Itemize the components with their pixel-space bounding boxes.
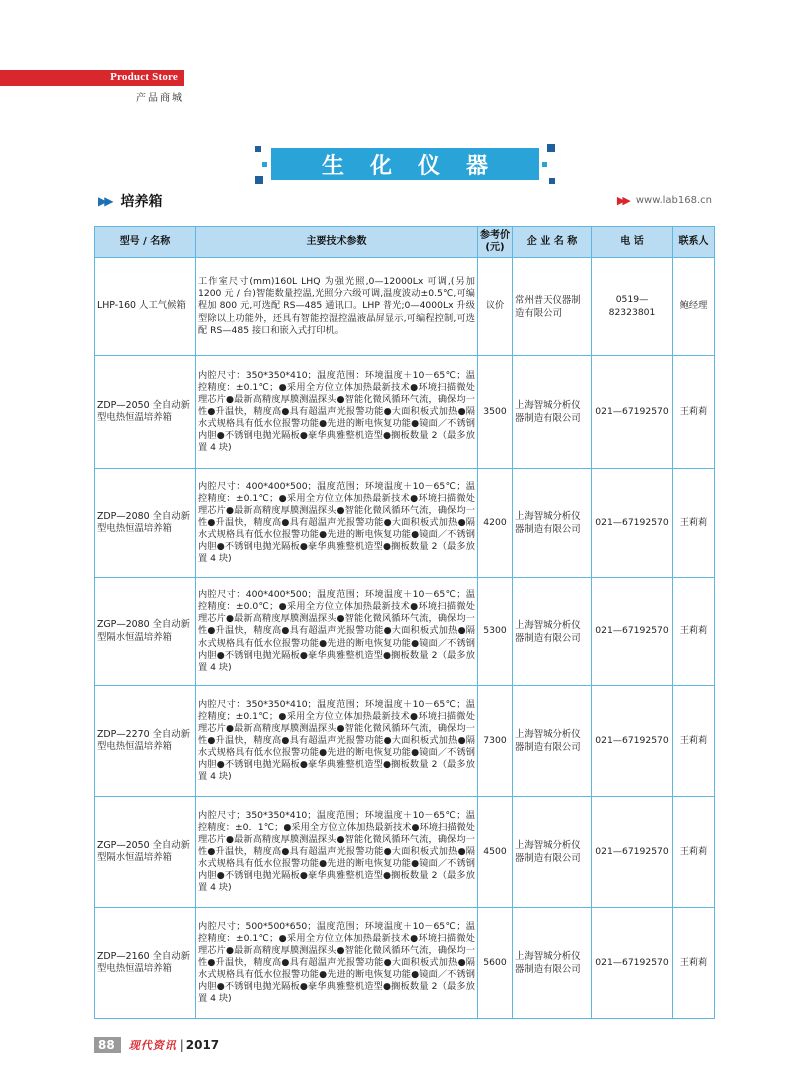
cell-company: 上海智城分析仪器制造有限公司	[513, 686, 592, 797]
cell-phone: 021—67192570	[592, 797, 673, 908]
cell-model: ZGP—2080 全自动新型隔水恒温培养箱	[95, 578, 196, 686]
cell-spec: 内腔尺寸：350*350*410；温度范围：环境温度＋10－65℃；温控精度：±0.1℃；●采用全方位立体加热最新技术●环境扫描微处理芯片●最新高精度厚膜测温探头●智能化微风循环气流，确保均一性●升温快，精度高●具有超温声光报警功能●大面积板式加热●隔水式规格具有低水位报警功能●先进的断电恢复功能●镜面／不锈钢内胆●不锈钢电抛光隔板●豪华典雅整机造型●搁板数量 2（最多放置 4 块)	[196, 356, 478, 469]
header-phone: 电 话	[592, 227, 673, 258]
cell-contact: 王莉莉	[673, 469, 715, 578]
cell-price: 5600	[478, 908, 513, 1019]
table-row	[95, 797, 715, 908]
cell-price: 3500	[478, 356, 513, 469]
cell-spec: 内腔尺寸：350*350*410；温度范围；环境温度＋10－65℃；温控精度；±0.1℃；●采用全方位立体加热最新技术●环境扫描微处理芯片●最新高精度厚膜测温探头●智能化微风循环气流，确保均一性●升温快，精度高●具有超温声光报警功能●大面积板式加热●隔水式规格具有低水位报警功能●先进的断电恢复功能●镜面／不锈钢内胆●不锈钢电抛光隔板●豪华典雅整机造型●搁板数量 2（最多放置 4 块)	[196, 686, 478, 797]
cell-contact: 鲍经理	[673, 258, 715, 356]
table-row	[95, 356, 715, 469]
cell-contact: 王莉莉	[673, 356, 715, 469]
store-label-cn: 产品商城	[136, 93, 184, 104]
table-row	[95, 469, 715, 578]
banner-bar	[271, 148, 539, 180]
cell-model: LHP-160 人工气候箱	[95, 258, 196, 356]
decor-square-icon	[547, 144, 555, 152]
product-table	[94, 226, 715, 1019]
cell-model: ZDP—2160 全自动新型电热恒温培养箱	[95, 908, 196, 1019]
page-footer	[94, 1037, 219, 1053]
footer-divider: |	[179, 1038, 184, 1052]
cell-company: 常州普天仪器制造有限公司	[513, 258, 592, 356]
cell-model: ZGP—2050 全自动新型隔水恒温培养箱	[95, 797, 196, 908]
cell-phone: 021—67192570	[592, 908, 673, 1019]
cell-model: ZDP—2050 全自动新型电热恒温培养箱	[95, 356, 196, 469]
publication-year: 2017	[185, 1038, 220, 1052]
cell-contact: 王莉莉	[673, 578, 715, 686]
cell-price: 4200	[478, 469, 513, 578]
cell-phone: 0519—82323801	[592, 258, 673, 356]
decor-square-icon	[549, 178, 555, 184]
site-url[interactable]: www.lab168.cn	[635, 195, 712, 206]
cell-phone: 021—67192570	[592, 686, 673, 797]
cell-spec: 内腔尺寸；500*500*650；温度范围；环境温度＋10－65℃；温控精度：±0.1℃；●采用全方位立体加热最新技术●环境扫描微处理芯片●最新高精度厚膜测温探头●智能化微风循环气流，确保均一性●升温快，精度高●具有超温声光报警功能●大面积板式加热●隔水式规格具有低水位报警功能●先进的断电恢复功能●镜面／不锈钢内胆●不锈钢电抛光隔板●豪华典雅整机造型●搁板数量 2（最多放置 4 块)	[196, 908, 478, 1019]
table-header-row	[95, 227, 715, 258]
site-link[interactable]	[617, 194, 712, 207]
cell-phone: 021—67192570	[592, 469, 673, 578]
decor-square-icon	[255, 176, 263, 184]
cell-spec: 内腔尺寸；350*350*410；温度范围；环境温度＋10－65℃；温控精度：±0．1℃；●采用全方位立体加热最新技术●环境扫描微处理芯片●最新高精度厚膜测温探头●智能化微风循环气流，确保均一性●升温快，精度高●具有超温声光报警功能●大面积板式加热●隔水式规格具有低水位报警功能●先进的断电恢复功能●镜面／不锈钢内胆●不锈钢电抛光隔板●豪华典雅整机造型●搁板数量 2（最多放置 4 块)	[196, 797, 478, 908]
cell-contact: 王莉莉	[673, 797, 715, 908]
header-spec: 主要技术参数	[196, 227, 478, 258]
decor-square-icon	[542, 162, 547, 167]
cell-phone: 021—67192570	[592, 356, 673, 469]
decor-square-icon	[262, 162, 267, 167]
cell-company: 上海智城分析仪器制造有限公司	[513, 908, 592, 1019]
store-band	[0, 70, 184, 86]
table-row	[95, 258, 715, 356]
section-title: 培养箱	[120, 194, 163, 210]
cell-company: 上海智城分析仪器制造有限公司	[513, 356, 592, 469]
double-chevron-icon: ▶▶	[98, 194, 111, 208]
cell-contact: 王莉莉	[673, 908, 715, 1019]
cell-phone: 021—67192570	[592, 578, 673, 686]
cell-price: 7300	[478, 686, 513, 797]
cell-price: 5300	[478, 578, 513, 686]
header-contact: 联系人	[673, 227, 715, 258]
cell-contact: 王莉莉	[673, 686, 715, 797]
section-heading	[98, 191, 162, 211]
header-price: 参考价(元)	[478, 227, 513, 258]
header-company: 企 业 名 称	[513, 227, 592, 258]
cell-price: 4500	[478, 797, 513, 908]
cell-company: 上海智城分析仪器制造有限公司	[513, 469, 592, 578]
table-row	[95, 686, 715, 797]
category-banner	[255, 140, 555, 190]
banner-title: 生化仪器	[321, 153, 514, 179]
cell-model: ZDP—2080 全自动新型电热恒温培养箱	[95, 469, 196, 578]
page-number: 88	[94, 1037, 121, 1053]
cell-spec: 内腔尺寸：400*400*500；温度范围；环境温度＋10－65℃；温控精度：±0.1℃；●采用全方位立体加热最新技术●环境扫描微处理芯片●最新高精度厚膜测温探头●智能化微风循环气流，确保均一性●升温快，精度高●具有超温声光报警功能●大面积板式加热●隔水式规格具有低水位报警功能●先进的断电恢复功能●镜面／不锈钢内胆●不锈钢电抛光隔板●豪华典雅整机造型●搁板数量 2（最多放置 4 块)	[196, 469, 478, 578]
cell-spec: 内腔尺寸：400*400*500；温度范围；环境温度＋10－65℃；温控精度：±0.0℃；●采用全方位立体加热最新技术●环境扫描微处理芯片●最新高精度厚膜测温探头●智能化微风循环气流，确保均一性●升温快，精度高●具有超温声光报警功能●大面积板式加热●隔水式规格具有低水位报警功能●先进的断电恢复功能●镜面／不锈钢内胆●不锈钢电抛光隔板●豪华典雅整机造型●搁板数量 2（最多放置 4 块)	[196, 578, 478, 686]
store-label-en: Product Store	[110, 71, 178, 83]
cell-price: 议价	[478, 258, 513, 356]
cell-spec: 工作室尺寸(mm)160L LHQ 为强光照,0—12000Lx 可调,(另加 1200 元 / 台)智能数量控温,光照分六级可调,温度波动±0.5℃,可编程加 800 元,可选配 RS—485 通讯口。LHP 普光;0—4000Lx 升级型除以上功能外，还具有智能控湿控温液晶屏显示,可编程控制,可选配 RS—485 接口和嵌入式打印机。	[196, 258, 478, 356]
header-model: 型号 / 名称	[95, 227, 196, 258]
table-row	[95, 908, 715, 1019]
cell-model: ZDP—2270 全自动新型电热恒温培养箱	[95, 686, 196, 797]
cell-company: 上海智城分析仪器制造有限公司	[513, 578, 592, 686]
double-chevron-icon: ▶▶	[616, 194, 628, 207]
table-row	[95, 578, 715, 686]
publication-name: 现代资讯	[128, 1039, 177, 1052]
cell-company: 上海智城分析仪器制造有限公司	[513, 797, 592, 908]
decor-square-icon	[255, 146, 261, 152]
